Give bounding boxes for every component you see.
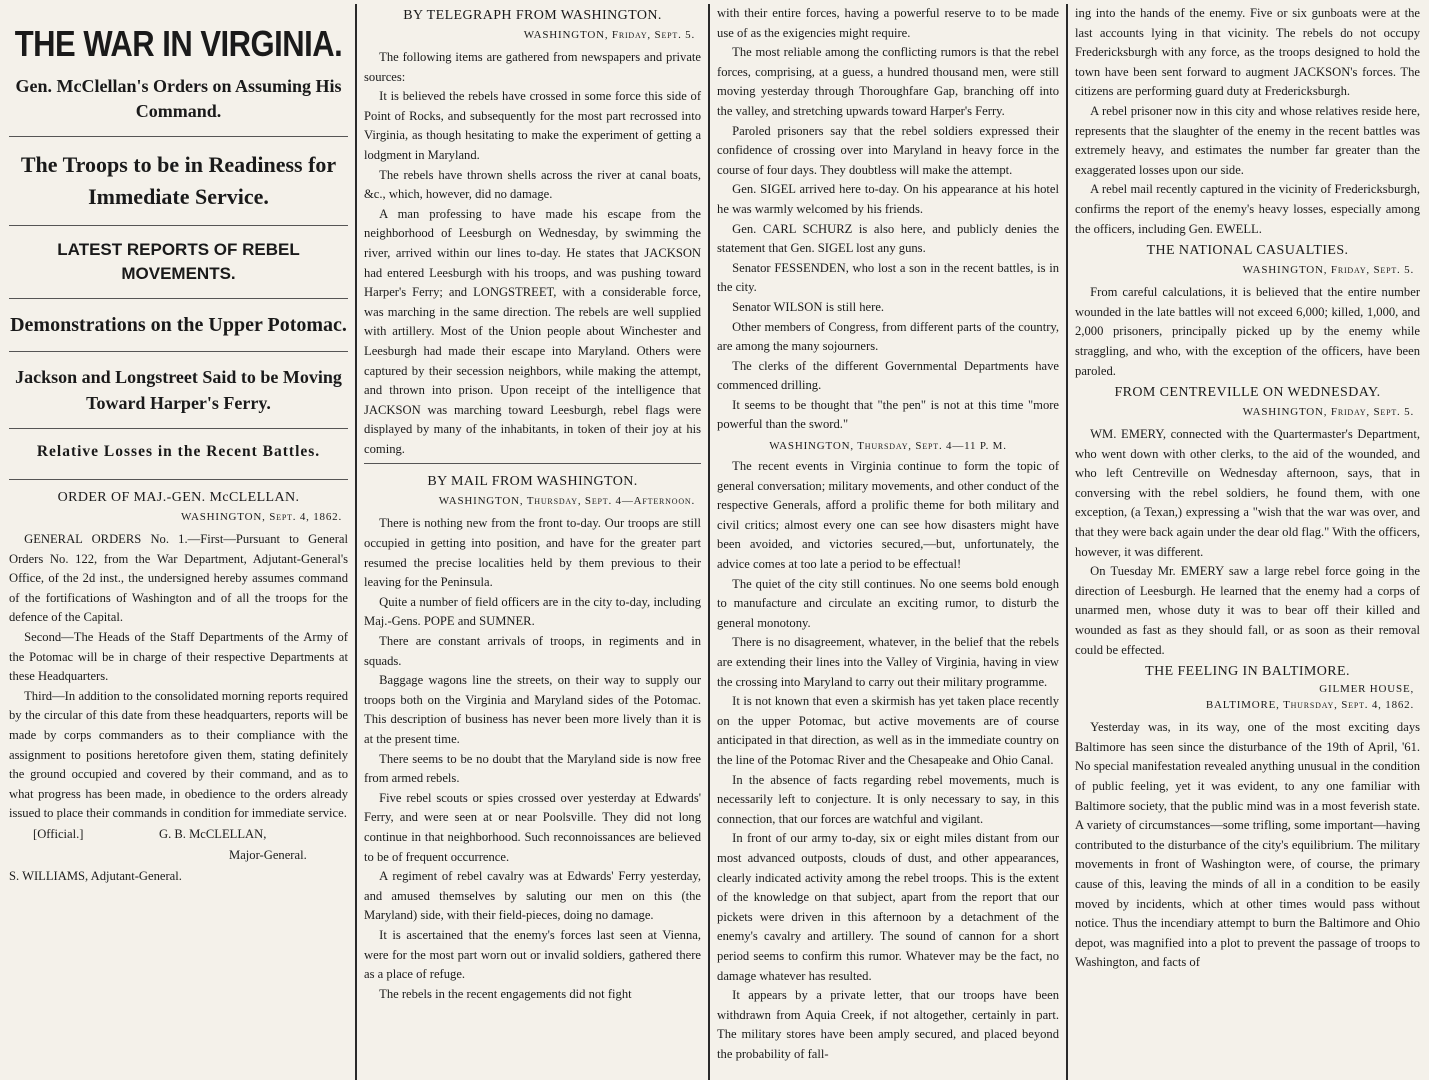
column-2 <box>357 4 708 1080</box>
order-paragraph-second: Second—The Heads of the Staff Departments of the Army of the Potomac will be in charge of their respective Departments at these Headquarters. <box>9 629 349 684</box>
mail-dateline: WASHINGTON, Thursday, Sept. 4—Afternoon. <box>438 495 696 508</box>
deck-rebel-movements: LATEST REPORTS OF REBEL MOVEMENTS. <box>9 225 348 298</box>
telegraph-heading: BY TELEGRAPH FROM WASHINGTON. <box>403 8 662 23</box>
article-paragraph: There are constant arrivals of troops, in regiments and in squads. <box>364 634 702 668</box>
article-paragraph: In front of our army to-day, six or eight miles distant from our most advanced outposts, clouds of dust, and other appearances, clearly indicated activity among the rebel troops. This is the extent of the knowledge on that subject, apart from the report that our pickets were driven in this afternoon by a detachment of the enemy's cavalry and artillery. The sound of cannon for a short period seems to confirm this rumor. Whatever may be the fact, no damage whatever has resulted. <box>717 831 1060 983</box>
signature-adjutant: S. WILLIAMS, Adjutant-General. <box>9 868 182 883</box>
deck-upper-potomac: Demonstrations on the Upper Potomac. <box>9 298 348 351</box>
article-paragraph: Senator WILSON is still here. <box>732 299 885 314</box>
article-paragraph: Gen. CARL SCHURZ is also here, and publicly denies the statement that Gen. SIGEL lost any guns. <box>717 221 1060 256</box>
baltimore-heading: THE FEELING IN BALTIMORE. <box>1145 664 1350 680</box>
article-paragraph: The quiet of the city still continues. No one seems bold enough to manufacture and circulate an exciting rumor, to disturb the general monotony. <box>717 576 1060 630</box>
article-paragraph: Other members of Congress, from different parts of the country, are among the many sojourners. <box>717 319 1060 354</box>
article-paragraph: In the absence of facts regarding rebel movements, much is necessarily left to conjecture. It is only necessary to say, in this connection, that our forces are watchful and vigilant. <box>717 772 1060 826</box>
article-paragraph: Senator FESSENDEN, who lost a son in the recent battles, is in the city. <box>717 260 1060 295</box>
signature-name: G. B. McCLELLAN, <box>159 826 267 841</box>
article-paragraph: It is believed the rebels have crossed in some force this side of Point of Rocks, and subsequently for the most part recrossed into Virginia, as though hesitating to make the experiment of getting a lodgment in Maryland. <box>364 89 702 162</box>
article-paragraph: Five rebel scouts or spies crossed over yesterday at Edwards' Ferry, and were seen at or near Poolsville. They did not long continue in that neighborhood. Such reconnoissances are believed to be of frequent occurrence. <box>364 790 702 864</box>
article-paragraph: WM. EMERY, connected with the Quartermaster's Department, who went down with other clerks, to the aid of the wounded, and who left Centreville on Wednesday afternoon, says, that in conversing with the rebel soldiers, he found them, with one exception, (a Texan,) expressing a "wish that the war was over, and that they were back again under the dear old flag." With the officers, however, it was different. <box>1075 427 1421 559</box>
order-paragraph-third: Third—In addition to the consolidated morning reports required by the circular of this date from these headquarters, reports will be made by corps commanders as to their compliance with the assignment to positions heretofore given them, stating definitely the ground occupied and covered by their command, and as to what progress has been made, in obedience to the orders already issued to place their commands in condition for immediate service. <box>9 688 349 821</box>
deck-troops-readiness: The Troops to be in Readiness for Immediate Service. <box>9 136 348 225</box>
order-signature <box>9 824 348 887</box>
signature-official: [Official.] <box>33 826 84 841</box>
article-paragraph: The following items are gathered from newspapers and private sources: <box>364 50 702 84</box>
deck-relative-losses: Relative Losses in the Recent Battles. <box>9 428 348 475</box>
article-paragraph: There is nothing new from the front to-day. Our troops are still occupied in getting into position, and have for the greater part resumed the precise localities held by them previous to their leaving for the Peninsula. <box>364 516 702 590</box>
article-paragraph: Baggage wagons line the streets, on their way to supply our troops both on the Virginia and Maryland sides of the Potomac. This description of business has never been more lively than it is at the present time. <box>364 673 702 746</box>
casualties-heading: THE NATIONAL CASUALTIES. <box>1146 243 1349 259</box>
article-paragraph: Quite a number of field officers are in the city to-day, including Maj.-Gens. POPE and SUMNER. <box>364 594 702 629</box>
mail-heading: BY MAIL FROM WASHINGTON. <box>364 463 701 492</box>
telegraph-dateline: WASHINGTON, Friday, Sept. 5. <box>523 29 696 41</box>
column-1 <box>2 4 355 1080</box>
article-paragraph: Yesterday was, in its way, one of the most exciting days Baltimore has seen since the disturbance of the 19th of April, '61. No special manifestation revealed anything unusual in the condition of public feeling, yet it was evident, to any one familiar with Baltimore society, that the public mind was in a most feverish state. A variety of circumstances—some trifling, some important—having contributed to the disturbance of the city's equilibrium. The military movements in front of Washington were, of course, the primary cause of this, leaving the minds of all in a condition to be easily moved by incidents, which at other times would pass without notice. Thus the incendiary attempt to burn the Baltimore and Ohio depot, was magnified into a plot to prevent the passage of troops to Washington, and facts of <box>1075 720 1421 970</box>
article-paragraph: It is not known that even a skirmish has yet taken place recently on the upper Potomac, but active movements are of course anticipated in that direction, as well as in the immediate country on the line of the Potomac River and the Chesapeake and Ohio Canal. <box>717 694 1060 767</box>
article-paragraph: A man professing to have made his escape from the neighborhood of Leesburgh on Wednesday, by swimming the river, arrived within our lines to-day. He states that JACKSON had entered Leesburgh with his troops, and was pushing toward Harper's Ferry; and LONGSTREET, with a considerable force, was marching in the same direction. The rebels are well supplied with artillery. Most of the Union people about Winchester and Leesburgh had made their escape into Maryland. Others were captured by their secession neighbors, while making the attempt, and thrown into prison. Upon receipt of the intelligence that JACKSON was marching toward Leesburgh, rebel flags were displayed by many of the inhabitants, in token of their joy at his coming. <box>364 206 702 456</box>
article-paragraph: There is no disagreement, whatever, in the belief that the rebels are extending their lines into the Valley of Virginia, having in view the crossing into Maryland to carry out their military programme. <box>717 635 1060 689</box>
baltimore-dateline-house: GILMER HOUSE, <box>1319 683 1415 696</box>
baltimore-dateline: BALTIMORE, Thursday, Sept. 4, 1862. <box>1205 699 1415 712</box>
order-heading: ORDER OF MAJ.-GEN. McCLELLAN. <box>9 479 348 508</box>
article-paragraph: The rebels have thrown shells across the river at canal boats, &c., which, however, did no damage. <box>364 167 702 202</box>
article-paragraph: The recent events in Virginia continue to form the topic of general conversation; military movements, and other conduct of the respective Generals, afford a prolific theme for both military and civil critics; almost every one can see how disasters might have been avoided, and victories secured,—but, unfortunately, the advice comes at too late a period to be effectual! <box>717 459 1060 572</box>
article-paragraph: From careful calculations, it is believed that the entire number wounded in the late battles will not exceed 6,000; killed, 1,000, and 2,000 prisoners, principally picked up by the enemy while straggling, and who, with the exception of the officers, have been paroled. <box>1075 285 1421 378</box>
order-paragraph-first: GENERAL ORDERS No. 1.—First—Pursuant to General Orders No. 122, from the War Department, Adjutant-General's Office, of the 2d inst., the undersigned hereby assumes command of the fortifications of Washington and of all the troops for the defence of the Capital. <box>9 532 349 625</box>
article-paragraph: The clerks of the different Governmental Departments have commenced drilling. <box>717 358 1060 393</box>
article-paragraph: On Tuesday Mr. EMERY saw a large rebel force going in the direction of Leesburgh. He learned that the enemy had a corps of unarmed men, whose duty it was to bear off their killed and wounded as fast as they should fall, or as soon as their removal could be effected. <box>1075 564 1421 657</box>
article-paragraph: Paroled prisoners say that the rebel soldiers expressed their confidence of crossing over into Maryland in heavy force in the course of four days. They doubtless will make the attempt. <box>717 123 1060 177</box>
column-3 <box>710 4 1066 1080</box>
article-paragraph: The rebels in the recent engagements did not fight <box>379 986 632 1001</box>
deck-jackson-longstreet: Jackson and Longstreet Said to be Moving Toward Harper's Ferry. <box>9 351 348 428</box>
centreville-heading: FROM CENTREVILLE ON WEDNESDAY. <box>1114 385 1381 401</box>
deck-mcclellan-orders: Gen. McClellan's Orders on Assuming His Command. <box>15 76 342 121</box>
article-paragraph: The most reliable among the conflicting rumors is that the rebel forces, comprising, at a guess, a hundred thousand men, were still moving yesterday through Thoroughfare Gap, branching off into the valley, and stretching upwards toward Harper's Ferry. <box>717 45 1060 118</box>
article-paragraph: A rebel mail recently captured in the vicinity of Fredericksburgh, confirms the report of the enemy's heavy losses, especially among the officers, including Gen. EWELL. <box>1075 182 1421 236</box>
article-paragraph: It appears by a private letter, that our troops have been withdrawn from Aquia Creek, if not altogether, certainly in part. The military stores have been amply secured, and placed beyond the probability of fall- <box>717 988 1060 1061</box>
article-paragraph: Gen. SIGEL arrived here to-day. On his appearance at his hotel he was warmly welcomed by his friends. <box>717 182 1060 216</box>
night-dateline: WASHINGTON, Thursday, Sept. 4—11 P. M. <box>769 440 1007 453</box>
column-4 <box>1068 4 1427 1080</box>
casualties-dateline: WASHINGTON, Friday, Sept. 5. <box>1242 264 1415 277</box>
centreville-dateline: WASHINGTON, Friday, Sept. 5. <box>1242 406 1415 419</box>
article-paragraph: A rebel prisoner now in this city and whose relatives reside here, represents that the slaughter of the enemy in the recent battles was extremely heavy, and estimates the number far greater than the exaggerated losses upon our side. <box>1075 103 1421 177</box>
article-paragraph: A regiment of rebel cavalry was at Edwards' Ferry yesterday, and amused themselves by saluting our men on this (the Maryland) side, with their field-pieces, doing no damage. <box>364 869 702 923</box>
article-paragraph: It seems to be thought that "the pen" is not at this time "more powerful than the sword." <box>717 397 1060 432</box>
signature-rank: Major-General. <box>229 847 307 862</box>
article-paragraph: ing into the hands of the enemy. Five or six gunboats were at the last accounts lying in that vicinity. The rebels do not occupy Fredericksburgh with any force, as the troops designed to hold the town have been sent forward to augment JACKSON's forces. The citizens are performing guard duty at Fredericksburgh. <box>1075 6 1421 99</box>
article-paragraph: with their entire forces, having a powerful reserve to to be made use of as the exigencies might require. <box>717 6 1060 40</box>
main-headline: THE WAR IN VIRGINIA. <box>14 22 343 65</box>
article-paragraph: It is ascertained that the enemy's forces last seen at Vienna, were for the most part worn out or invalid soldiers, gathered there as a place of refuge. <box>364 927 702 982</box>
article-paragraph: There seems to be no doubt that the Maryland side is now free from armed rebels. <box>364 751 702 786</box>
order-dateline: WASHINGTON, Sept. 4, 1862. <box>180 511 343 523</box>
